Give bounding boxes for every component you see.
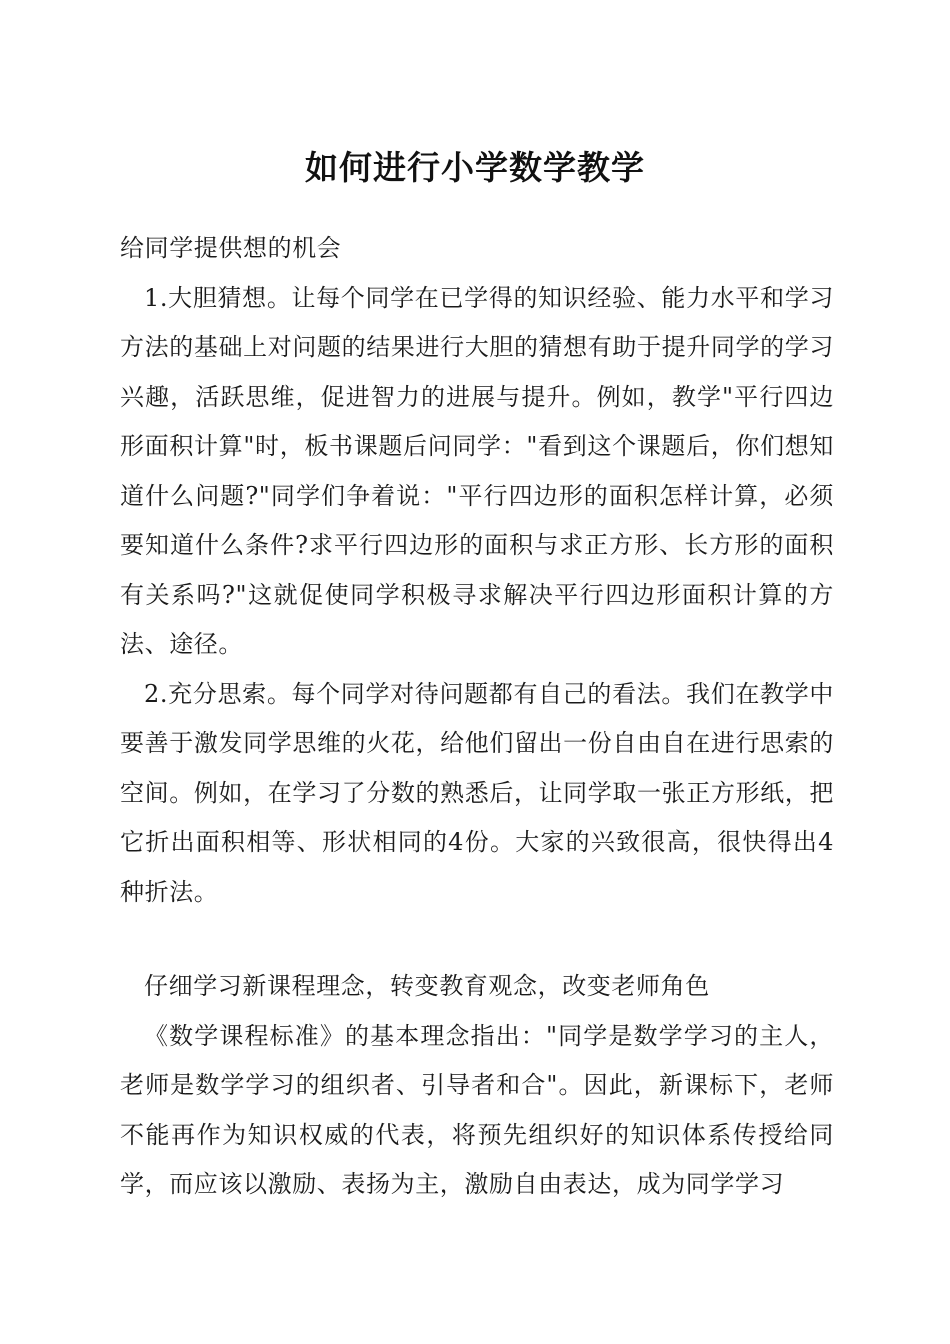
paragraph: 《数学课程标准》的基本理念指出："同学是数学学习的主人，老师是数学学习的组织者、引导者和合"。因此，新课标下，老师不能再作为知识权威的代表，将预先组织好的知识体系传授给同学，而应该以激励、表扬为主，激励自由表达，成为同学学习 [120,1021,834,1198]
document-title: 如何进行小学数学教学 [305,148,645,187]
section-heading: 仔细学习新课程理念，转变教育观念，改变老师角色 [144,972,710,1000]
paragraph: 2.充分思索。每个同学对待问题都有自己的看法。我们在教学中要善于激发同学思维的火花，给他们留出一份自由自在进行思索的空间。例如，在学习了分数的熟悉后，让同学取一张正方形纸，把它折出面积相等、形状相同的4份。大家的兴致很高，很快得出4种折法。 [120,679,834,906]
document-body [120,224,834,1210]
section-heading: 给同学提供想的机会 [120,234,342,262]
paragraph-spacer [120,917,834,962]
paragraph: 1.大胆猜想。让每个同学在已学得的知识经验、能力水平和学习方法的基础上对问题的结果进行大胆的猜想有助于提升同学的学习兴趣，活跃思维，促进智力的进展与提升。例如，教学"平行四边形面积计算"时，板书课题后问同学："看到这个课题后，你们想知道什么问题?"同学们争着说："平行四边形的面积怎样计算，必须要知道什么条件?求平行四边形的面积与求正方形、长方形的面积有关系吗?"这就促使同学积极寻求解决平行四边形面积计算的方法、途径。 [120,283,834,658]
